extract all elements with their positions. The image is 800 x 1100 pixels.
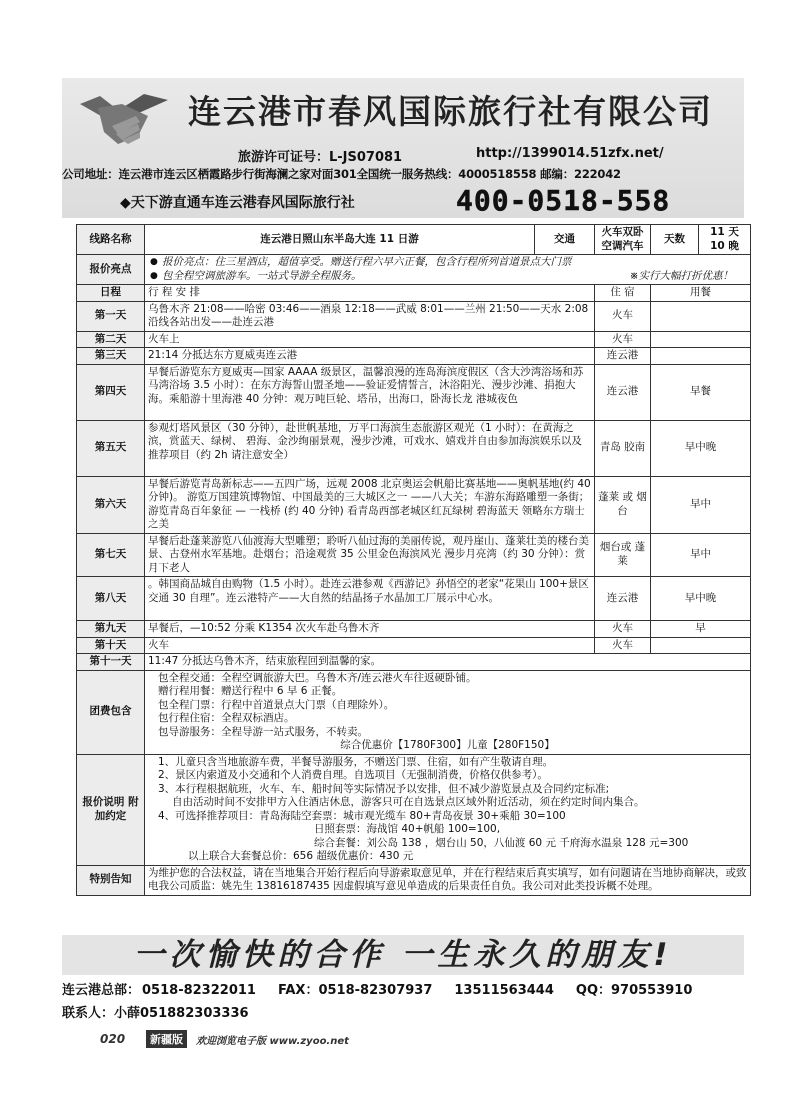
day-plan: 。韩国商品城自由购物（1.5 小时）。赴连云港参观《西游记》孙悟空的老家“花果山 100+景区交通 30 自理”。连云港特产——大自然的结晶扬子水晶加工厂展示中心水。: [145, 577, 595, 621]
day-label: 第十天: [77, 637, 145, 654]
day-meal: 早中晚: [651, 420, 751, 476]
day-label: 第二天: [77, 331, 145, 348]
day-stay: 蓬莱 或 烟台: [595, 476, 651, 533]
notes-cell: [145, 754, 751, 865]
day-meal: 早餐: [651, 364, 751, 420]
day-stay: 青岛 胶南: [595, 420, 651, 476]
col-stay: 住 宿: [595, 285, 651, 302]
package-row: [77, 670, 751, 754]
col-meal: 用餐: [651, 285, 751, 302]
day-plan: 11:47 分抵达乌鲁木齐，结束旅程回到温馨的家。: [145, 654, 751, 671]
highlight-item: ● 包全程空调旅游车。一站式导游全程服务。 ※实行大幅打折优惠！: [148, 270, 747, 284]
day-label: 第三天: [77, 348, 145, 365]
day-label: 第九天: [77, 621, 145, 638]
notes-label: 报价说明 附加约定: [77, 754, 145, 865]
day-row: [77, 364, 751, 420]
footer-contacts: [62, 979, 714, 998]
day-row: [77, 654, 751, 671]
note-item: 4、可选择推荐项目：青岛海陆空套票：城市观光缆车 80+青岛夜景 30+乘船 30=100: [158, 809, 566, 822]
day-plan: 火车上: [145, 331, 595, 348]
day-label: 第四天: [77, 364, 145, 420]
day-row: [77, 420, 751, 476]
note-item: 日照套票：海战馆 40+帆船 100=100,: [314, 823, 501, 835]
day-label: 第十一天: [77, 654, 145, 671]
note-item: 综合套餐：刘公岛 138 ，烟台山 50，八仙渡 60 元 千府海水温泉 128 元=300: [314, 836, 689, 849]
transport-label: 交通: [535, 225, 595, 255]
note-item: 3、本行程根据航班，火车、车、船时间等实际情况予以安排，但不减少游览景点及合同约定标准;: [158, 782, 610, 795]
hotline-number: 400-0518-558: [456, 184, 671, 217]
highlights-label: 报价亮点: [77, 255, 145, 285]
license-number: 旅游许可证号：L-JS07081: [238, 150, 403, 165]
edition-link[interactable]: 欢迎浏览电子版 www.zyoo.net: [196, 1036, 349, 1047]
note-item: 1、儿童只含当地旅游车费，半餐导游服务，不赠送门票、住宿，如有产生敬请自理。: [158, 755, 554, 768]
handshake-logo-icon: [78, 86, 170, 152]
day-meal: [651, 301, 751, 331]
notice-text: 为维护您的合法权益，请在当地集合开始行程后向导游索取意见单，并在行程结束后真实填写，如有问题请在当地协商解决，或致电我公司质监：姚先生 13816187435 因虚假填写意见单造成的后果责任自负。我公司对此类投诉概不处理。: [145, 865, 751, 895]
route-row: [77, 225, 751, 255]
day-stay: 火车: [595, 637, 651, 654]
day-plan: 早餐后，—10:52 分乘 K1354 次火车赴乌鲁木齐: [145, 621, 595, 638]
discount-note: ※实行大幅打折优惠！: [629, 269, 733, 282]
day-row: [77, 533, 751, 577]
day-stay: 火车: [595, 301, 651, 331]
day-stay: 火车: [595, 621, 651, 638]
day-stay: 连云港: [595, 364, 651, 420]
day-meal: 早中晚: [651, 577, 751, 621]
website-link[interactable]: http://1399014.51zfx.net/: [476, 146, 664, 161]
fax-number: FAX：0518-82307937: [277, 983, 433, 998]
notice-label: 特别告知: [77, 865, 145, 895]
day-stay: 连云港: [595, 348, 651, 365]
day-meal: 早中: [651, 533, 751, 577]
day-label: 第五天: [77, 420, 145, 476]
day-stay: 连云港: [595, 577, 651, 621]
day-meal: [651, 331, 751, 348]
highlights-row: [77, 255, 751, 285]
day-meal: [651, 348, 751, 365]
page-number: 020: [100, 1032, 126, 1046]
col-day: 日程: [77, 285, 145, 302]
day-row: [77, 301, 751, 331]
edition-badge: 新疆版: [146, 1030, 187, 1048]
day-stay: 火车: [595, 331, 651, 348]
transport-value: 火车双卧 空调汽车: [595, 225, 651, 255]
slogan: ◆天下游直通车连云港春风国际旅行社: [120, 195, 355, 211]
package-item: 赠行程用餐：赠送行程中 6 早 6 正餐。: [158, 685, 343, 697]
day-row: [77, 348, 751, 365]
package-price: 综合优惠价【1780F300】儿童【280F150】: [340, 739, 555, 751]
package-cell: [145, 670, 751, 754]
col-plan: 行 程 安 排: [145, 285, 595, 302]
day-plan: 早餐后赴蓬莱游览八仙渡海大型雕塑；聆听八仙过海的美丽传说，观丹崖山、蓬莱壮美的楼台美景、古登州水军基地。赴烟台；沿途观赏 35 公里金色海滨风光 漫步月亮湾（约 30 分钟）：赏月下老人: [145, 533, 595, 577]
friendship-banner: 一次愉快的合作 一生永久的朋友!: [62, 935, 744, 975]
day-row: [77, 621, 751, 638]
hq-phone: 0518-82322011: [142, 983, 256, 998]
day-label: 第一天: [77, 301, 145, 331]
days-label: 天数: [651, 225, 699, 255]
day-meal: 早: [651, 621, 751, 638]
package-item: 包全程交通：全程空调旅游大巴。乌鲁木齐/连云港火车往返硬卧铺。: [158, 671, 477, 684]
notice-row: [77, 865, 751, 895]
day-row: [77, 637, 751, 654]
note-item: 2、景区内索道及小交通和个人消费自理。自选项目（无强制消费，价格仅供参考）。: [158, 769, 548, 781]
company-address: 公司地址：连云港市连云区栖霞路步行街海澜之家对面301全国统一服务热线：4000518558 邮编：222042: [62, 167, 621, 181]
itinerary-table: [76, 224, 751, 896]
note-item: 自由活动时间不安排甲方入住酒店休息，游客只可在自选景点区域外附近活动，须在约定时间内集合。: [172, 796, 645, 808]
day-row: [77, 476, 751, 533]
company-name: 连云港市春风国际旅行社有限公司: [188, 92, 713, 131]
route-label: 线路名称: [77, 225, 145, 255]
day-meal: 早中: [651, 476, 751, 533]
package-item: 包导游服务：全程导游一站式服务，不转卖。: [158, 725, 368, 738]
day-plan: 乌鲁木齐 21:08——哈密 03:46——酒泉 12:18——武威 8:01——兰州 21:50——天水 2:08 沿线各站出发——赴连云港: [145, 301, 595, 331]
day-label: 第六天: [77, 476, 145, 533]
highlight-item: ● 报价亮点：住三星酒店，超值享受。赠送行程六早六正餐，包含行程所列首道景点大门票: [148, 256, 747, 270]
day-plan: 21:14 分抵达东方夏威夷连云港: [145, 348, 595, 365]
day-label: 第八天: [77, 577, 145, 621]
package-item: 包行程住宿：全程双标酒店。: [158, 712, 295, 724]
hq-label: 连云港总部：: [62, 983, 141, 998]
day-row: [77, 331, 751, 348]
day-stay: 烟台或 蓬莱: [595, 533, 651, 577]
day-plan: 参观灯塔风景区（30 分钟），赴世帆基地，万平口海滨生态旅游区观光（1 小时）：在黄海之滨，赏蓝天、绿树、 碧海、金沙绚丽景观，漫步沙滩，可戏水、嬉戏并自由参加海滨娱乐以及推荐项目（约 2h 请注意安全）: [145, 420, 595, 476]
day-label: 第七天: [77, 533, 145, 577]
contact-person: 联系人：小薛051882303336: [62, 1006, 249, 1021]
notes-row: [77, 754, 751, 865]
days-value: 11 天 10 晚: [699, 225, 751, 255]
schedule-header-row: [77, 285, 751, 302]
package-item: 包全程门票：行程中首道景点大门票（自理除外）。: [158, 698, 395, 711]
day-meal: [651, 637, 751, 654]
day-plan: 早餐后游览东方夏威夷—国家 AAAA 级景区，温馨浪漫的连岛海滨度假区（含大沙湾浴场和苏马湾浴场 3.5 小时）：在东方海誓山盟圣地——验证爱情誓言，沐浴阳光、漫步沙滩、捐抱大海。乘船游十里海港 40 分钟：观万吨巨轮、塔吊，出海口，卧海长龙 港城夜色: [145, 364, 595, 420]
day-plan: 火车: [145, 637, 595, 654]
qq-number: QQ：970553910: [575, 983, 693, 998]
mobile-number: 13511563444: [454, 983, 554, 998]
day-row: [77, 577, 751, 621]
note-item: 以上联合大套餐总价：656 超级优惠价：430 元: [188, 850, 414, 862]
package-label: 团费包含: [77, 670, 145, 754]
day-plan: 早餐后游览青岛新标志——五四广场，远观 2008 北京奥运会帆船比赛基地——奥帆基地(约 40 分钟)。 游览万国建筑博物馆、中国最美的三大城区之一 ——八大关；车游东海路雕塑一条街；游览青岛百年象征 — 一栈桥 (约 40 分钟) 看青岛西部老城区红瓦绿树 碧海蓝天 领略东方瑞士之美: [145, 476, 595, 533]
route-name: 连云港日照山东半岛大连 11 日游: [145, 225, 535, 255]
highlights-cell: [145, 255, 751, 285]
